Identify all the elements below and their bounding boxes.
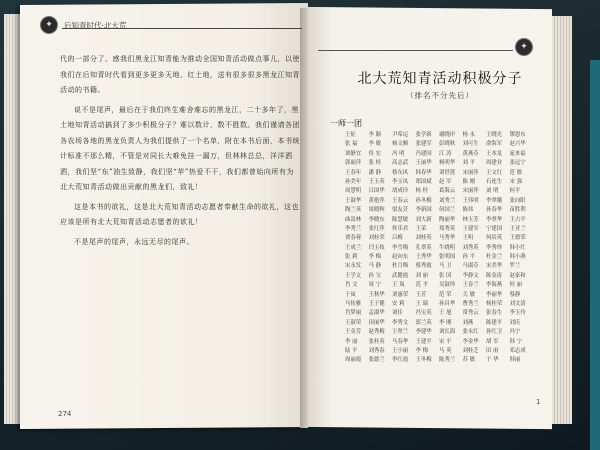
- name-entry: 孙红卫: [486, 329, 503, 336]
- left-header-rule: [62, 28, 302, 29]
- name-entry: 陈金涛: [486, 272, 503, 279]
- name-entry: 关 敏: [462, 291, 475, 298]
- name-entry: 孙 平: [462, 254, 475, 261]
- name-entry: 王淑荣: [345, 319, 362, 326]
- name-entry: 周慧明: [345, 188, 362, 195]
- name-entry: 王春年: [345, 169, 362, 176]
- left-header-title: 后知青时代·北大荒: [64, 20, 127, 30]
- name-entry: 马春华: [392, 338, 409, 345]
- name-entry: 宋永发: [345, 263, 362, 270]
- name-entry: 曲嵩林: [345, 216, 362, 223]
- name-entry: 杨桂荣: [486, 301, 503, 308]
- name-entry: 王 瑞: [415, 301, 428, 308]
- name-entry: 张 莉: [345, 254, 358, 261]
- name-entry: 刘秀英: [462, 244, 479, 251]
- page-subtitle: （排名不分先后）: [406, 91, 474, 100]
- name-entry: 宋丽萍: [462, 169, 479, 176]
- name-entry: 孙昌华: [439, 301, 456, 308]
- name-entry: 黄艳萍: [368, 197, 385, 204]
- name-entry: 李翠娥: [486, 197, 503, 204]
- name-entry: 张学新: [415, 132, 432, 138]
- name-entry: 胡成玲: [392, 188, 409, 195]
- name-entry: 马淑芬: [462, 263, 479, 270]
- name-entry: 王德荣: [509, 235, 526, 242]
- name-entry: 闫玉枝: [368, 244, 385, 251]
- name-entry: 孙 宝: [368, 272, 381, 279]
- name-entry: 张明国: [439, 254, 456, 261]
- name-entry: 王本龙: [486, 150, 503, 157]
- name-entry: 吕梅: [392, 235, 403, 242]
- name-entry: 马 静: [368, 263, 381, 270]
- name-entry: 苏 敏: [462, 357, 475, 364]
- name-entry: 郭兰英: [415, 319, 432, 326]
- name-entry: 王晓光: [486, 132, 503, 138]
- name-entry: 赵兴华: [509, 141, 526, 148]
- name-entry: 韩小燕: [509, 254, 526, 261]
- name-entry: 刘静宜: [345, 150, 362, 157]
- name-entry: 王小丽: [392, 347, 409, 354]
- right-header-rule: [318, 50, 513, 51]
- paragraph: 不是尾声的尾声，永远无尽的尾声。: [74, 237, 194, 246]
- name-entry: 王金芳: [345, 329, 362, 336]
- name-entry: 张建军: [415, 141, 432, 148]
- name-entry: 周丽霞: [345, 357, 362, 364]
- name-entry: 王子健: [368, 301, 385, 308]
- name-entry: 佟 宏: [368, 150, 381, 157]
- name-entry: 周晓辉: [368, 207, 385, 214]
- name-entry: 杨明华: [439, 160, 456, 167]
- name-entry: 黄燕芬: [462, 150, 479, 157]
- name-entry: 刘世莲: [439, 169, 456, 176]
- name-entry: 高志武: [392, 160, 409, 167]
- name-entry: 俞海军: [486, 141, 503, 148]
- name-entry: 王春兰: [462, 282, 479, 289]
- name-entry: 周建业: [486, 160, 503, 167]
- name-entry: 何国兰: [439, 207, 456, 214]
- name-entry: 庞来福: [509, 150, 526, 157]
- name-entry: 王冬梅: [415, 357, 432, 364]
- name-entry: 刘庆: [509, 319, 521, 326]
- name-entry: 杜月梅: [392, 263, 409, 270]
- name-entry: 李 刚: [439, 319, 452, 326]
- name-entry: 蔡东风: [392, 169, 409, 176]
- name-entry: 王建平: [415, 338, 432, 345]
- name-entry: 江 涛: [439, 150, 452, 157]
- name-entry: 范 荣: [439, 291, 452, 298]
- name-entry: 罗兰: [509, 263, 521, 270]
- name-entry: 张春生: [486, 310, 503, 317]
- name-entry: 潘 静: [368, 169, 381, 176]
- name-entry: 王伟明: [462, 197, 479, 204]
- name-entry: 王 岚: [392, 282, 405, 289]
- name-entry: 李 梅: [415, 347, 428, 354]
- section-heading: 一师一团: [330, 119, 362, 128]
- name-entry: 李海燕: [486, 282, 503, 289]
- name-entry: 吕国华: [368, 188, 385, 195]
- name-entry: 张德兰: [368, 357, 385, 364]
- name-entry: 韩春华: [415, 169, 432, 176]
- name-entry: 王芳: [415, 291, 427, 298]
- name-entry: 邓志成: [509, 347, 526, 354]
- name-entry: 梁友芳: [392, 207, 409, 214]
- name-entry: 冯宁: [509, 329, 521, 336]
- name-entry: 曹秀兰: [462, 301, 479, 308]
- name-entry: 韩小红: [509, 244, 526, 251]
- name-entry: 马 英: [439, 347, 452, 354]
- name-entry: 范 平: [415, 282, 428, 289]
- name-entry: 胡 军: [486, 338, 499, 345]
- name-entry: 张红萍: [368, 225, 385, 232]
- name-entry: 宋 平: [439, 338, 452, 345]
- name-entry: 郭丽萍: [345, 160, 362, 167]
- book-gutter: [300, 8, 308, 428]
- name-entry: 赵家和: [509, 272, 526, 279]
- name-entry: 李 敏: [368, 141, 381, 148]
- name-entry: 牛晓明: [439, 244, 456, 251]
- name-entry: 李雪梅: [392, 244, 409, 251]
- name-entry: 郑秀英: [439, 225, 456, 232]
- name-entry: 李秀文: [392, 319, 409, 326]
- name-entry: 王淑华: [345, 197, 362, 204]
- name-entry: 葛海云: [439, 188, 456, 195]
- name-entry: 尹希运: [392, 132, 409, 138]
- name-entry: 孟淑华: [368, 310, 385, 317]
- name-entry: 马 卫: [439, 263, 452, 270]
- name-entry: 张向阳: [509, 197, 526, 204]
- name-entry: 刘文清: [509, 301, 526, 308]
- name-entry: 何平: [509, 188, 521, 195]
- emblem-icon: ✦: [40, 16, 58, 34]
- name-entry: 刘桂英: [415, 235, 432, 242]
- name-entry: 蔡秀霞: [415, 263, 432, 270]
- name-entry: 李 梅: [368, 254, 381, 261]
- name-entry: 刘长海: [439, 329, 456, 336]
- name-entry: 王明: [462, 235, 474, 242]
- name-entry: 李玉凤: [392, 178, 409, 185]
- left-page-number: 274: [58, 410, 72, 418]
- name-entry: 李翠华: [486, 216, 503, 223]
- names-list: [345, 130, 530, 400]
- name-entry: 何培英: [486, 235, 503, 242]
- name-entry: 李金华: [462, 338, 479, 345]
- paragraph: 代的一部分了。感我们黑龙江知青能为推动全国知青活动做点事儿，以使我们在后知青时代看到更多更多天地、红土地，送有很多很多黑龙江知青活动的书籍。: [60, 55, 300, 94]
- name-entry: 马传雅: [345, 301, 362, 308]
- left-page-header: [40, 16, 126, 34]
- name-entry: 张 国: [439, 272, 452, 279]
- name-entry: 李秀兰: [345, 225, 362, 232]
- paragraph: 这是本书的欲礼，这是北大荒知青活动志愿者奉献生命的欲礼，这也应该是所有北大荒知青活动志愿者的欲礼！: [60, 202, 299, 226]
- name-entry: 张 桂: [368, 160, 381, 167]
- name-entry: 杨 桂: [415, 188, 428, 195]
- teal-object-edge: [590, 60, 600, 450]
- name-entry: 王秀华: [415, 254, 432, 261]
- name-entry: 宋丽萍: [462, 188, 479, 195]
- name-entry: 陈建平: [486, 319, 503, 326]
- name-entry: 王成兰: [345, 244, 362, 251]
- name-entry: 刘燕: [462, 319, 474, 326]
- name-entry: 陈慧敏: [392, 216, 409, 223]
- name-entry: 陶兰英: [345, 207, 362, 214]
- name-entry: 李静文: [462, 272, 479, 279]
- name-entry: 冯 明: [392, 150, 405, 157]
- name-entry: 李建华: [415, 329, 432, 336]
- name-entry: 孙美年: [345, 178, 362, 185]
- name-entry: 王学文: [345, 272, 362, 279]
- name-entry: 常秀云: [462, 310, 479, 317]
- right-page-header: [515, 38, 533, 56]
- name-entry: 陈伟: [462, 207, 474, 214]
- name-entry: 王茉: [415, 225, 427, 232]
- name-entry: 陆 平: [345, 347, 358, 354]
- name-entry: 李红霞: [392, 357, 409, 364]
- name-entry: 蔡静: [509, 291, 521, 298]
- name-entry: 安 莉: [392, 301, 405, 308]
- name-entry: 刘桂芝: [462, 347, 479, 354]
- name-entry: 石连生: [486, 178, 503, 185]
- name-entry: 张 福: [345, 141, 358, 148]
- name-entry: 贾春蓉: [345, 235, 362, 242]
- name-entry: 苗胜利: [509, 207, 526, 214]
- name-entry: 刘 丽: [415, 272, 428, 279]
- paragraph: 说不是尾声，最后在于我们终生难舍难忘的黑龙江，二十多年了，黑土地知青活动搞到了多少积极分子？难以数计，数不胜数。我们谨请各团各农场各地的黑龙负责人为我们提供了一个名单，附在本书后面，本书统计标准不那么精，不管是对同长大难免挂一漏万，但林林总总，洋洋洒洒，我们坚“东”油生致静，我们坚“苹”热爱不干，我们都曾始向所有为北大荒知青活动做出贡献的黑龙们，致礼！: [60, 105, 300, 191]
- name-entry: 刘大新: [415, 216, 432, 223]
- name-entry: 佟乐君: [392, 225, 409, 232]
- name-entry: 于岚: [345, 291, 356, 298]
- name-entry: 赵向东: [392, 254, 409, 261]
- name-entry: 缪恩东: [509, 132, 526, 138]
- name-entry: 陈秀兰: [439, 357, 456, 364]
- right-page-edges: [552, 16, 572, 424]
- name-entry: 李丽华: [486, 291, 503, 298]
- name-entry: 范 敏: [509, 169, 522, 176]
- name-entry: 孙冬梅: [415, 197, 432, 204]
- name-entry: 孙春华: [486, 207, 503, 214]
- left-page-body: [60, 52, 300, 250]
- name-entry: 韩 宁: [509, 338, 522, 345]
- name-entry: 陈 刚: [462, 178, 475, 185]
- name-entry: 刘桂荣: [368, 235, 385, 242]
- name-entry: 韩丽: [509, 357, 521, 364]
- name-entry: 刘秀兰: [439, 197, 456, 204]
- name-entry: 李 丽: [345, 338, 358, 345]
- name-entry: 马秀华: [439, 235, 456, 242]
- name-entry: 谢晓岸: [439, 132, 456, 138]
- name-entry: 李玉玲: [509, 310, 526, 317]
- name-entry: 王 旭: [439, 310, 452, 317]
- name-entry: 王征: [345, 132, 356, 138]
- name-entry: 王占平: [509, 216, 526, 223]
- name-entry: 宁建国: [486, 225, 503, 232]
- right-page-number: 1: [536, 398, 541, 406]
- name-entry: 何 丽: [509, 282, 522, 289]
- name-entry: 田 雨: [486, 347, 499, 354]
- name-entry: 张永红: [462, 329, 479, 336]
- left-page-edges: [4, 14, 20, 424]
- name-entry: 冯宝英: [415, 310, 432, 317]
- name-entry: 武健霞: [392, 272, 409, 279]
- name-entry: 赵秀梅: [368, 329, 385, 336]
- name-entry: 刘佳: [392, 310, 403, 317]
- name-entry: 王建军: [462, 225, 479, 232]
- name-entry: 杨文顺: [392, 141, 409, 148]
- name-entry: 张桂英: [368, 338, 385, 345]
- name-entry: 刘 平: [462, 160, 475, 167]
- name-entry: 宋 强: [509, 178, 522, 185]
- name-entry: 周 宁: [368, 282, 381, 289]
- name-entry: 王秋华: [368, 291, 385, 298]
- name-entry: 王文红: [486, 169, 503, 176]
- name-entry: 赵 军: [439, 178, 452, 185]
- name-entry: 彭晓秋: [439, 141, 456, 148]
- name-entry: 林玉芳: [462, 216, 479, 223]
- name-entry: 于 华: [486, 357, 499, 364]
- name-entry: 王翠兰: [392, 329, 409, 336]
- name-entry: 李晓东: [368, 216, 385, 223]
- name-entry: 田丽华: [368, 319, 385, 326]
- name-entry: 郑国斌: [415, 178, 432, 185]
- name-entry: 肖梦丽: [345, 310, 362, 317]
- name-entry: 李 颖: [368, 132, 381, 138]
- name-entry: 肖 文: [345, 282, 358, 289]
- name-entry: 冯建国: [415, 150, 432, 157]
- name-entry: 刘惠荣: [392, 291, 409, 298]
- name-entry: 王亚兰: [509, 225, 526, 232]
- name-entry: 宋美华: [486, 263, 503, 270]
- name-entry: 王春云: [392, 197, 409, 204]
- name-entry: 王玉英: [368, 178, 385, 185]
- name-entry: 张远宁: [509, 160, 526, 167]
- name-entry: 刘可生: [462, 141, 479, 148]
- name-entry: 孔翠英: [415, 244, 432, 251]
- name-entry: 王丽华: [415, 160, 432, 167]
- name-entry: 刘秀春: [368, 347, 385, 354]
- name-entry: 陶丽华: [439, 216, 456, 223]
- page-title: 北大荒知青活动积极分子: [357, 71, 523, 87]
- name-entry: 李新国: [415, 207, 432, 214]
- name-entry: 刘 明: [486, 188, 499, 195]
- name-entry: 吴淑珍: [439, 282, 456, 289]
- emblem-icon: ✦: [515, 38, 533, 56]
- name-entry: 杨 永: [462, 132, 475, 138]
- name-entry: 李秀珍: [486, 244, 503, 251]
- name-entry: 杜金兰: [486, 254, 503, 261]
